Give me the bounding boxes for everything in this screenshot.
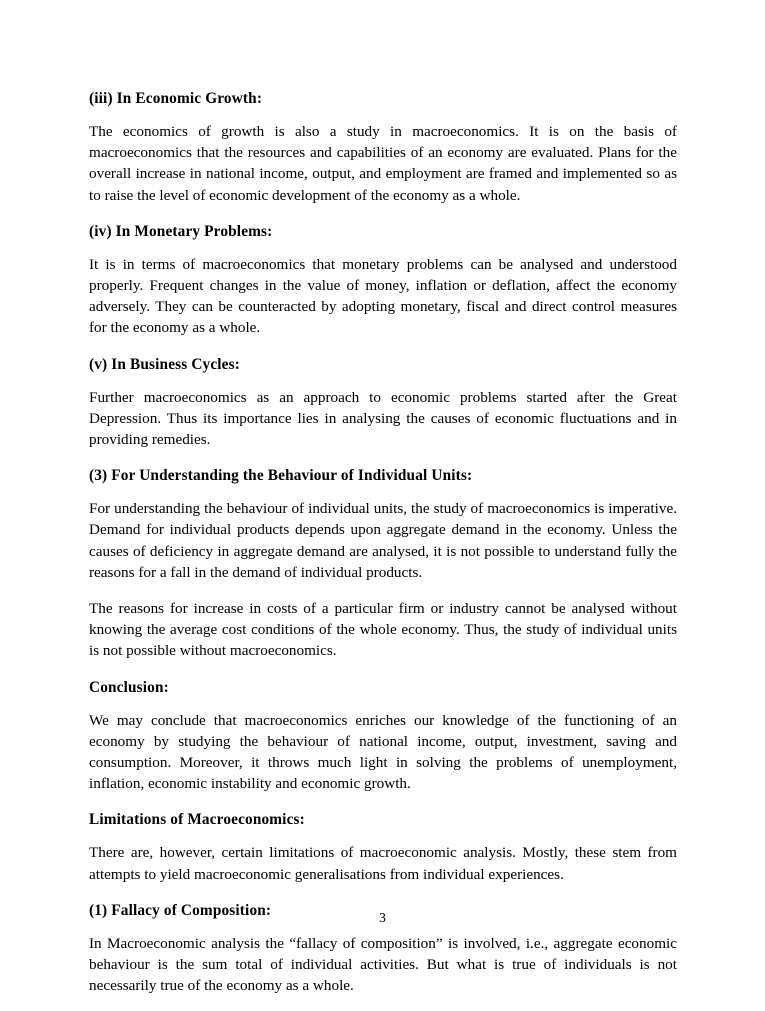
paragraph-monetary-problems: It is in terms of macroeconomics that monetary problems can be analysed and understood properly. Frequent changes in the value of money, inflation or deflation, affect the economy adversely. They can be counteracted by adopting monetary, fiscal and direct control measures for the economy as a whole. bbox=[89, 255, 677, 337]
heading-individual-units: (3) For Understanding the Behaviour of Individual Units: bbox=[89, 467, 473, 485]
paragraph-conclusion: We may conclude that macroeconomics enriches our knowledge of the functioning of an economy by studying the behaviour of national income, output, investment, saving and consumption. Moreover, it throws much light in solving the problems of unemployment, inflation, economic instability and economic growth. bbox=[89, 711, 677, 793]
paragraph-limitations: There are, however, certain limitations of macroeconomic analysis. Mostly, these stem from attempts to yield macroeconomic generalisations from individual experiences. bbox=[89, 844, 677, 883]
heading-business-cycles: (v) In Business Cycles: bbox=[89, 355, 240, 373]
paragraph-individual-units-2: The reasons for increase in costs of a particular firm or industry cannot be analysed without knowing the average cost conditions of the whole economy. Thus, the study of individual units is not possible without macroeconomics. bbox=[89, 600, 677, 660]
heading-economic-growth: (iii) In Economic Growth: bbox=[89, 90, 263, 107]
paragraph-economic-growth: The economics of growth is also a study in macroeconomics. It is on the basis of macroeconomics that the resources and capabilities of an economy are evaluated. Plans for the overall increase in national income, output, and employment are framed and implemented so as to raise the level of economic development of the economy as a whole. bbox=[89, 123, 677, 204]
paragraph-individual-units-1: For understanding the behaviour of individual units, the study of macroeconomics is imperative. Demand for individual products depends upon aggregate demand in the economy. Unless the causes of deficiency in aggregate demand are analysed, it is not possible to understand fully the reasons for a fall in the demand of individual products. bbox=[89, 500, 677, 581]
heading-fallacy-of-composition: (1) Fallacy of Composition: bbox=[89, 901, 272, 919]
paragraph-fallacy-of-composition: In Macroeconomic analysis the “fallacy of composition” is involved, i.e., aggregate economic behaviour is the sum total of individual activities. But what is true of individuals is not necessarily true of the economy as a whole. bbox=[89, 934, 677, 995]
heading-conclusion: Conclusion: bbox=[89, 678, 169, 696]
paragraph-business-cycles: Further macroeconomics as an approach to economic problems started after the Great Depression. Thus its importance lies in analysing the causes of economic fluctuations and in providing remedies. bbox=[89, 388, 677, 449]
page-number: 3 bbox=[379, 910, 386, 925]
heading-limitations: Limitations of Macroeconomics: bbox=[89, 811, 305, 829]
heading-monetary-problems: (iv) In Monetary Problems: bbox=[89, 222, 273, 240]
document-body bbox=[89, 88, 677, 1011]
